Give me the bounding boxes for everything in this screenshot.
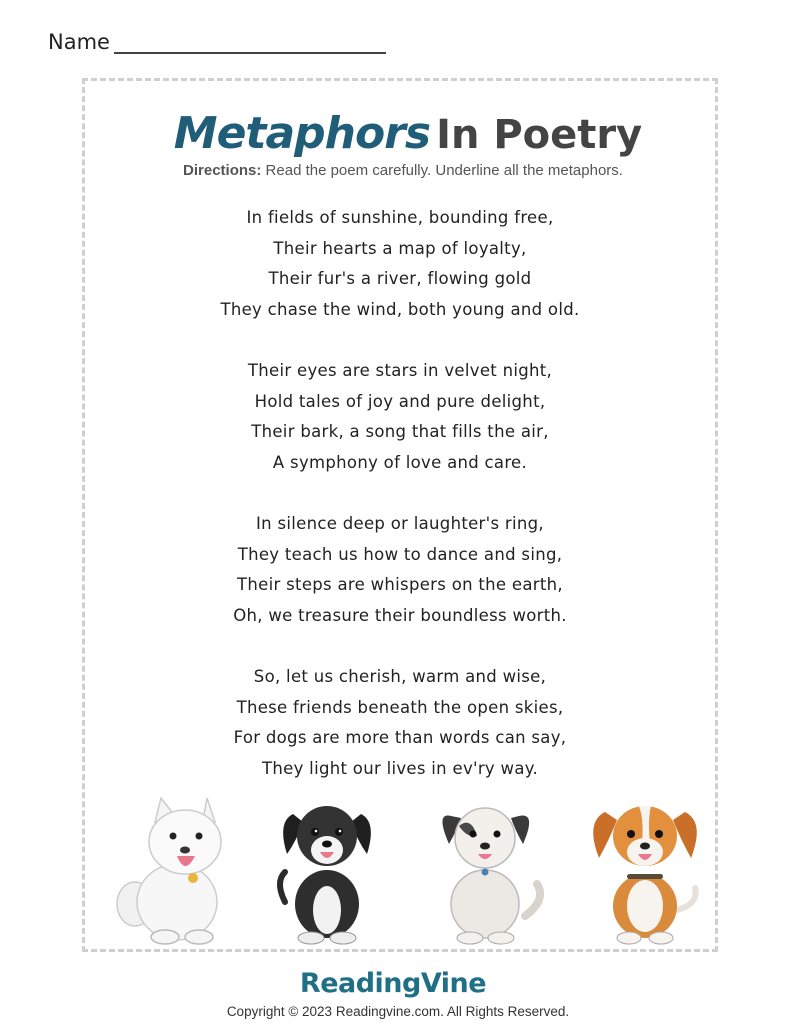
title-main: Metaphors: [173, 108, 431, 159]
orange-dog-illustration: [565, 792, 715, 947]
directions-text: Read the poem carefully. Underline all the metaphors.: [265, 162, 623, 179]
black-dog-illustration: [245, 792, 395, 947]
directions-label: Directions:: [183, 162, 262, 179]
name-label: Name: [48, 30, 110, 54]
directions: [0, 162, 800, 179]
poem-line: Their eyes are stars in velvet night,: [247, 361, 553, 380]
white-dog-illustration: [95, 792, 245, 947]
name-blank-line[interactable]: [114, 34, 386, 54]
poem-line: Their hearts a map of loyalty,: [273, 238, 527, 258]
poem-line: So, let us cherish, warm and wise,: [253, 667, 547, 686]
title-rest: In Poetry: [436, 112, 643, 158]
poem-line: Their bark, a song that fills the air,: [251, 422, 549, 441]
grey-dog-illustration: [415, 792, 565, 947]
poem-stanza-2: [0, 356, 800, 478]
poem-line: For dogs are more than words can say,: [233, 728, 567, 747]
poem-line: In silence deep or laughter's ring,: [256, 514, 544, 533]
poem-line: In fields of sunshine, bounding free,: [246, 208, 554, 227]
poem-line: Their steps are whispers on the earth,: [237, 575, 563, 594]
poem-stanza-3: [0, 509, 800, 631]
copyright-text: Copyright © 2023 Readingvine.com. All Rights Reserved.: [226, 1004, 570, 1019]
poem-line: Their fur's a river, flowing gold: [268, 269, 532, 288]
name-field: [48, 30, 386, 54]
poem-line: They light our lives in ev'ry way.: [261, 758, 538, 778]
poem-stanza-4: [0, 662, 800, 784]
poem-line: Oh, we treasure their boundless worth.: [233, 605, 567, 625]
poem: [0, 203, 800, 815]
readingvine-logo: ReadingVine: [299, 968, 487, 999]
poem-line: A symphony of love and care.: [272, 452, 528, 472]
dog-illustrations: [95, 792, 705, 947]
poem-line: These friends beneath the open skies,: [236, 697, 564, 717]
poem-stanza-1: [0, 203, 800, 325]
poem-line: Hold tales of joy and pure delight,: [254, 391, 546, 411]
poem-line: They teach us how to dance and sing,: [237, 544, 563, 564]
page-title: [0, 108, 800, 159]
poem-line: They chase the wind, both young and old.: [220, 299, 580, 319]
